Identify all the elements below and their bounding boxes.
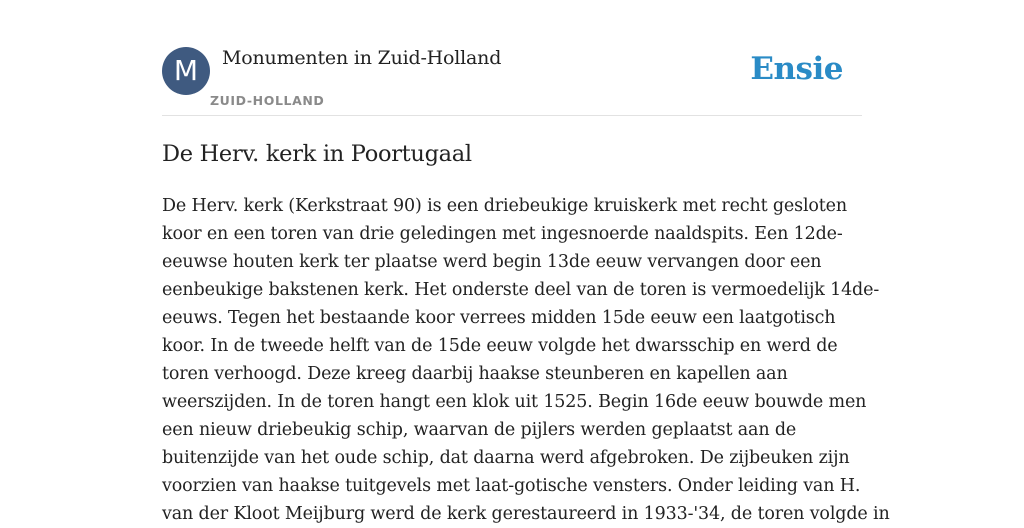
site-title[interactable]: Monumenten in Zuid-Holland xyxy=(222,47,502,69)
header-divider xyxy=(162,115,862,116)
category-link[interactable]: ZUID-HOLLAND xyxy=(210,93,325,108)
ensie-logo[interactable]: Ensie xyxy=(750,51,843,87)
body-line: toren verhoogd. Deze kreeg daarbij haakse steunberen en kapellen aan xyxy=(162,364,788,384)
body-line: koor. In de tweede helft van de 15de eeuw volgde het dwarsschip en werd de xyxy=(162,336,838,356)
body-line: een nieuw driebeukig schip, waarvan de pijlers werden geplaatst aan de xyxy=(162,420,797,440)
body-line: weerszijden. In de toren hangt een klok uit 1525. Begin 16de eeuw bouwde men xyxy=(162,392,867,412)
body-line: buitenzijde van het oude schip, dat daarna werd afgebroken. De zijbeuken zijn xyxy=(162,448,850,468)
article-body xyxy=(162,192,890,528)
body-line: De Herv. kerk (Kerkstraat 90) is een driebeukige kruiskerk met recht gesloten xyxy=(162,196,848,216)
body-line: van der Kloot Meijburg werd de kerk gerestaureerd in 1933-'34, de toren volgde in xyxy=(162,504,890,524)
avatar[interactable]: M xyxy=(162,47,210,95)
article-title: De Herv. kerk in Poortugaal xyxy=(162,141,472,167)
body-line: eeuws. Tegen het bestaande koor verrees midden 15de eeuw een laatgotisch xyxy=(162,308,836,328)
body-line: eenbeukige bakstenen kerk. Het onderste deel van de toren is vermoedelijk 14de- xyxy=(162,280,880,300)
body-line: voorzien van haakse tuitgevels met laat-gotische vensters. Onder leiding van H. xyxy=(162,476,861,496)
body-line: koor en een toren van drie geledingen met ingesnoerde naaldspits. Een 12de- xyxy=(162,224,843,244)
body-line: eeuwse houten kerk ter plaatse werd begin 13de eeuw vervangen door een xyxy=(162,252,822,272)
